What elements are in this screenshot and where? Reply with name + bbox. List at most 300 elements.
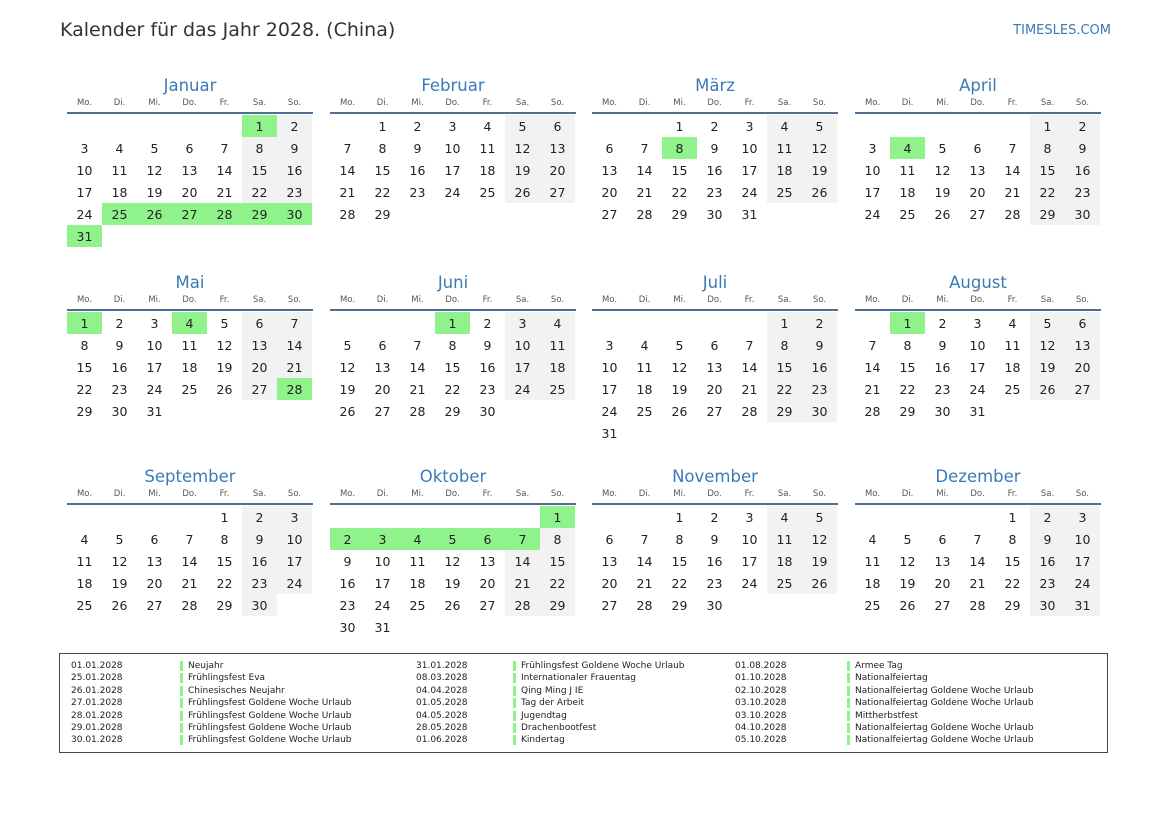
empty-cell	[995, 115, 1030, 137]
day-cell: 17	[864, 184, 881, 200]
header-rule	[330, 112, 576, 114]
weekday-label: Mi.	[148, 489, 161, 499]
day-cell: 26	[671, 403, 688, 419]
day-cell: 21	[1004, 184, 1021, 200]
month-0	[67, 73, 313, 247]
empty-cell	[400, 203, 435, 225]
holiday-date: 03.10.2028	[735, 710, 787, 721]
empty-cell	[767, 203, 802, 225]
day-grid	[67, 115, 313, 247]
month-name: Mai	[175, 273, 205, 292]
day-cell: 14	[864, 359, 881, 375]
day-cell: 24	[969, 381, 986, 397]
empty-cell	[855, 506, 890, 528]
day-cell: 24	[601, 403, 618, 419]
day-cell: 24	[505, 378, 540, 400]
empty-cell	[925, 115, 960, 137]
day-cell: 30	[934, 403, 951, 419]
empty-cell	[67, 506, 102, 528]
day-cell: 28	[741, 403, 758, 419]
holiday-marker	[847, 723, 850, 733]
weekday-label: Di.	[901, 489, 914, 499]
day-cell: 14	[636, 553, 653, 569]
month-8	[67, 464, 313, 616]
holiday-date: 03.10.2028	[735, 698, 787, 709]
empty-cell	[767, 594, 802, 616]
day-cell: 7	[220, 140, 229, 156]
day-cell: 19	[444, 575, 461, 591]
day-cell: 17	[601, 381, 618, 397]
day-cell: 18	[540, 356, 575, 378]
day-cell: 3	[80, 140, 89, 156]
day-cell: 5	[903, 531, 912, 547]
weekday-label: Do.	[445, 489, 460, 499]
empty-cell	[400, 616, 435, 638]
weekday-label: Sa.	[777, 489, 792, 499]
day-cell: 20	[706, 381, 723, 397]
day-cell: 21	[339, 184, 356, 200]
holiday-date: 02.10.2028	[735, 685, 787, 696]
day-cell: 11	[111, 162, 128, 178]
day-cell: 15	[242, 159, 277, 181]
holiday-marker	[180, 735, 183, 745]
empty-cell	[890, 115, 925, 137]
weekday-label: Fr.	[1007, 489, 1018, 499]
day-cell: 25	[767, 181, 802, 203]
holiday-date: 29.01.2028	[71, 722, 123, 733]
holiday-name: Frühlingsfest Eva	[188, 673, 266, 684]
empty-cell	[330, 506, 365, 528]
day-cell: 31	[67, 225, 102, 247]
day-cell: 11	[76, 553, 93, 569]
weekday-label: Fr.	[744, 98, 755, 108]
empty-cell	[627, 506, 662, 528]
day-cell: 5	[343, 337, 352, 353]
empty-cell	[1030, 400, 1065, 422]
day-cell: 12	[934, 162, 951, 178]
day-cell: 30	[706, 597, 723, 613]
month-name: November	[672, 467, 758, 486]
day-cell: 17	[741, 162, 758, 178]
holiday-date: 28.01.2028	[71, 710, 123, 721]
day-cell: 9	[483, 337, 492, 353]
holiday-date: 26.01.2028	[71, 685, 123, 696]
day-cell: 7	[745, 337, 754, 353]
day-cell: 10	[969, 337, 986, 353]
day-cell: 13	[969, 162, 986, 178]
day-cell: 10	[741, 531, 758, 547]
day-cell: 13	[934, 553, 951, 569]
empty-cell	[505, 400, 540, 422]
day-cell: 28	[339, 206, 356, 222]
weekday-label: Mo.	[76, 98, 93, 108]
weekday-header	[330, 488, 576, 501]
day-cell: 22	[671, 575, 688, 591]
day-cell: 13	[181, 162, 198, 178]
day-cell: 16	[802, 356, 837, 378]
day-cell: 12	[111, 553, 128, 569]
month-4	[67, 270, 313, 422]
empty-cell	[207, 225, 242, 247]
day-cell: 6	[540, 115, 575, 137]
day-cell: 7	[1008, 140, 1017, 156]
day-cell: 20	[969, 184, 986, 200]
day-cell: 20	[242, 356, 277, 378]
weekday-label: Mi.	[673, 489, 686, 499]
holiday-name: Nationalfeiertag Goldene Woche Urlaub	[855, 735, 1034, 746]
day-cell: 27	[540, 181, 575, 203]
day-cell: 1	[767, 312, 802, 334]
holiday-marker	[847, 711, 850, 721]
day-cell: 8	[378, 140, 387, 156]
day-cell: 12	[146, 162, 163, 178]
day-cell: 4	[767, 115, 802, 137]
empty-cell	[802, 422, 837, 444]
day-cell: 8	[903, 337, 912, 353]
day-cell: 6	[973, 140, 982, 156]
empty-cell	[960, 506, 995, 528]
day-cell: 25	[540, 378, 575, 400]
day-cell: 10	[1065, 528, 1100, 550]
day-cell: 27	[146, 597, 163, 613]
day-cell: 25	[102, 203, 137, 225]
day-cell: 7	[640, 140, 649, 156]
month-10	[592, 464, 838, 616]
weekday-label: Di.	[638, 489, 651, 499]
weekday-label: Sa.	[515, 489, 530, 499]
empty-cell	[470, 506, 505, 528]
weekday-header	[67, 97, 313, 110]
day-cell: 30	[706, 206, 723, 222]
day-cell: 5	[435, 528, 470, 550]
day-cell: 19	[671, 381, 688, 397]
empty-cell	[172, 225, 207, 247]
day-cell: 1	[890, 312, 925, 334]
month-3	[855, 73, 1101, 225]
day-cell: 16	[277, 159, 312, 181]
day-cell: 12	[444, 553, 461, 569]
day-cell: 28	[505, 594, 540, 616]
weekday-label: So.	[550, 295, 565, 305]
day-cell: 28	[636, 206, 653, 222]
day-cell: 15	[540, 550, 575, 572]
weekday-header	[330, 97, 576, 110]
empty-cell	[505, 506, 540, 528]
day-cell: 15	[1004, 553, 1021, 569]
day-cell: 22	[540, 572, 575, 594]
holiday-date: 01.10.2028	[735, 673, 787, 684]
day-cell: 20	[540, 159, 575, 181]
empty-cell	[435, 616, 470, 638]
day-cell: 30	[802, 400, 837, 422]
day-cell: 5	[115, 531, 124, 547]
month-name: September	[144, 467, 236, 486]
day-cell: 26	[802, 572, 837, 594]
weekday-label: Mo.	[339, 295, 356, 305]
empty-cell	[102, 115, 137, 137]
site-link[interactable]: TIMESLES.COM	[1013, 23, 1111, 38]
weekday-label: Do.	[182, 489, 197, 499]
day-cell: 17	[277, 550, 312, 572]
empty-cell	[662, 422, 697, 444]
day-cell: 25	[767, 572, 802, 594]
empty-cell	[277, 225, 312, 247]
day-cell: 23	[339, 597, 356, 613]
empty-cell	[365, 312, 400, 334]
day-cell: 4	[80, 531, 89, 547]
day-cell: 5	[1030, 312, 1065, 334]
day-cell: 26	[111, 597, 128, 613]
day-cell: 17	[741, 553, 758, 569]
holiday-marker	[847, 673, 850, 683]
day-cell: 25	[1004, 381, 1021, 397]
holiday-marker	[513, 661, 516, 671]
empty-cell	[400, 312, 435, 334]
day-cell: 9	[1030, 528, 1065, 550]
day-cell: 13	[242, 334, 277, 356]
day-cell: 5	[505, 115, 540, 137]
day-cell: 6	[710, 337, 719, 353]
holiday-name: Frühlingsfest Goldene Woche Urlaub	[188, 735, 352, 746]
day-cell: 9	[710, 531, 719, 547]
empty-cell	[102, 506, 137, 528]
month-5	[330, 270, 576, 422]
day-cell: 6	[242, 312, 277, 334]
day-cell: 14	[969, 553, 986, 569]
day-cell: 13	[146, 553, 163, 569]
day-cell: 3	[150, 315, 159, 331]
day-cell: 16	[111, 359, 128, 375]
day-cell: 11	[864, 553, 881, 569]
holiday-marker	[513, 698, 516, 708]
day-cell: 3	[745, 118, 754, 134]
day-cell: 12	[802, 137, 837, 159]
day-cell: 8	[80, 337, 89, 353]
day-cell: 24	[741, 575, 758, 591]
day-cell: 20	[601, 575, 618, 591]
holiday-date: 04.05.2028	[416, 710, 468, 721]
day-cell: 24	[864, 206, 881, 222]
day-cell: 29	[216, 597, 233, 613]
day-cell: 18	[864, 575, 881, 591]
empty-cell	[505, 203, 540, 225]
empty-cell	[802, 594, 837, 616]
holiday-date: 31.01.2028	[416, 661, 468, 671]
day-cell: 15	[444, 359, 461, 375]
day-cell: 31	[601, 425, 618, 441]
weekday-label: Fr.	[482, 98, 493, 108]
day-cell: 3	[868, 140, 877, 156]
day-cell: 4	[890, 137, 925, 159]
holiday-name: Mittherbstfest	[855, 710, 919, 721]
day-cell: 14	[741, 359, 758, 375]
day-cell: 15	[374, 162, 391, 178]
day-cell: 9	[115, 337, 124, 353]
weekday-label: Sa.	[515, 295, 530, 305]
day-cell: 11	[409, 553, 426, 569]
day-cell: 16	[242, 550, 277, 572]
day-cell: 8	[242, 137, 277, 159]
day-cell: 10	[601, 359, 618, 375]
empty-cell	[960, 115, 995, 137]
day-cell: 11	[540, 334, 575, 356]
day-cell: 10	[444, 140, 461, 156]
day-cell: 1	[378, 118, 387, 134]
weekday-label: Mo.	[864, 489, 881, 499]
day-cell: 23	[409, 184, 426, 200]
day-cell: 28	[181, 597, 198, 613]
day-cell: 4	[172, 312, 207, 334]
empty-cell	[925, 506, 960, 528]
weekday-label: Do.	[445, 295, 460, 305]
holiday-name: Nationalfeiertag	[855, 673, 928, 684]
day-cell: 16	[409, 162, 426, 178]
weekday-header	[592, 97, 838, 110]
weekday-label: Sa.	[252, 98, 267, 108]
day-cell: 18	[409, 575, 426, 591]
day-cell: 26	[934, 206, 951, 222]
day-cell: 28	[1004, 206, 1021, 222]
month-name: April	[959, 76, 997, 95]
day-cell: 21	[505, 572, 540, 594]
day-cell: 8	[675, 531, 684, 547]
holiday-date: 01.05.2028	[416, 698, 468, 709]
day-cell: 7	[343, 140, 352, 156]
weekday-label: Mo.	[339, 489, 356, 499]
weekday-label: Fr.	[219, 98, 230, 108]
day-cell: 24	[277, 572, 312, 594]
empty-cell	[627, 115, 662, 137]
day-cell: 21	[181, 575, 198, 591]
day-cell: 25	[409, 597, 426, 613]
weekday-label: Fr.	[744, 489, 755, 499]
day-cell: 1	[435, 312, 470, 334]
day-cell: 29	[444, 403, 461, 419]
empty-cell	[242, 400, 277, 422]
weekday-label: Di.	[901, 98, 914, 108]
day-cell: 15	[76, 359, 93, 375]
weekday-label: Mi.	[673, 295, 686, 305]
day-cell: 10	[741, 140, 758, 156]
holiday-marker	[180, 698, 183, 708]
weekday-label: Di.	[638, 98, 651, 108]
empty-cell	[67, 115, 102, 137]
holiday-date: 01.06.2028	[416, 735, 468, 746]
weekday-label: Do.	[707, 295, 722, 305]
weekday-header	[855, 488, 1101, 501]
day-cell: 3	[448, 118, 457, 134]
day-cell: 28	[207, 203, 242, 225]
day-cell: 12	[802, 528, 837, 550]
day-cell: 27	[601, 597, 618, 613]
empty-cell	[172, 115, 207, 137]
day-cell: 10	[505, 334, 540, 356]
day-cell: 10	[76, 162, 93, 178]
day-cell: 19	[934, 184, 951, 200]
day-cell: 20	[479, 575, 496, 591]
weekday-header	[592, 488, 838, 501]
day-cell: 2	[1065, 115, 1100, 137]
empty-cell	[627, 422, 662, 444]
day-cell: 21	[636, 575, 653, 591]
empty-cell	[207, 115, 242, 137]
weekday-label: Mi.	[411, 489, 424, 499]
day-cell: 22	[76, 381, 93, 397]
empty-cell	[890, 506, 925, 528]
month-name: Dezember	[935, 467, 1021, 486]
day-grid	[592, 312, 838, 444]
day-cell: 6	[378, 337, 387, 353]
weekday-label: Do.	[182, 295, 197, 305]
month-11	[855, 464, 1101, 616]
day-cell: 6	[470, 528, 505, 550]
day-cell: 31	[1065, 594, 1100, 616]
weekday-label: Di.	[113, 489, 126, 499]
day-cell: 13	[706, 359, 723, 375]
day-cell: 18	[899, 184, 916, 200]
holiday-marker	[513, 686, 516, 696]
weekday-label: Mi.	[411, 98, 424, 108]
day-cell: 8	[767, 334, 802, 356]
weekday-label: Mo.	[339, 98, 356, 108]
empty-cell	[697, 312, 732, 334]
day-cell: 13	[374, 359, 391, 375]
day-cell: 8	[220, 531, 229, 547]
holiday-marker	[513, 711, 516, 721]
day-cell: 18	[479, 162, 496, 178]
day-cell: 20	[374, 381, 391, 397]
header-rule	[855, 112, 1101, 114]
empty-cell	[592, 506, 627, 528]
empty-cell	[662, 312, 697, 334]
month-1	[330, 73, 576, 225]
weekday-label: So.	[1075, 98, 1090, 108]
day-cell: 18	[767, 550, 802, 572]
weekday-label: Sa.	[252, 295, 267, 305]
holiday-marker	[847, 698, 850, 708]
day-cell: 5	[802, 506, 837, 528]
day-cell: 29	[76, 403, 93, 419]
day-cell: 23	[277, 181, 312, 203]
header-rule	[67, 309, 313, 311]
day-cell: 2	[1030, 506, 1065, 528]
day-cell: 14	[216, 162, 233, 178]
holiday-name: Internationaler Frauentag	[521, 673, 636, 684]
empty-cell	[137, 506, 172, 528]
weekday-label: Di.	[901, 295, 914, 305]
day-cell: 28	[409, 403, 426, 419]
weekday-label: Mi.	[148, 98, 161, 108]
day-cell: 10	[146, 337, 163, 353]
day-cell: 17	[146, 359, 163, 375]
empty-cell	[855, 115, 890, 137]
day-cell: 22	[216, 575, 233, 591]
day-cell: 21	[636, 184, 653, 200]
day-cell: 6	[185, 140, 194, 156]
day-cell: 14	[505, 550, 540, 572]
day-cell: 28	[636, 597, 653, 613]
day-cell: 26	[137, 203, 172, 225]
holiday-name: Armee Tag	[855, 661, 903, 671]
weekday-header	[67, 488, 313, 501]
day-cell: 1	[675, 118, 684, 134]
day-cell: 19	[216, 359, 233, 375]
day-cell: 5	[150, 140, 159, 156]
day-cell: 16	[706, 553, 723, 569]
day-cell: 11	[1004, 337, 1021, 353]
weekday-label: Di.	[638, 295, 651, 305]
day-cell: 4	[1008, 315, 1017, 331]
